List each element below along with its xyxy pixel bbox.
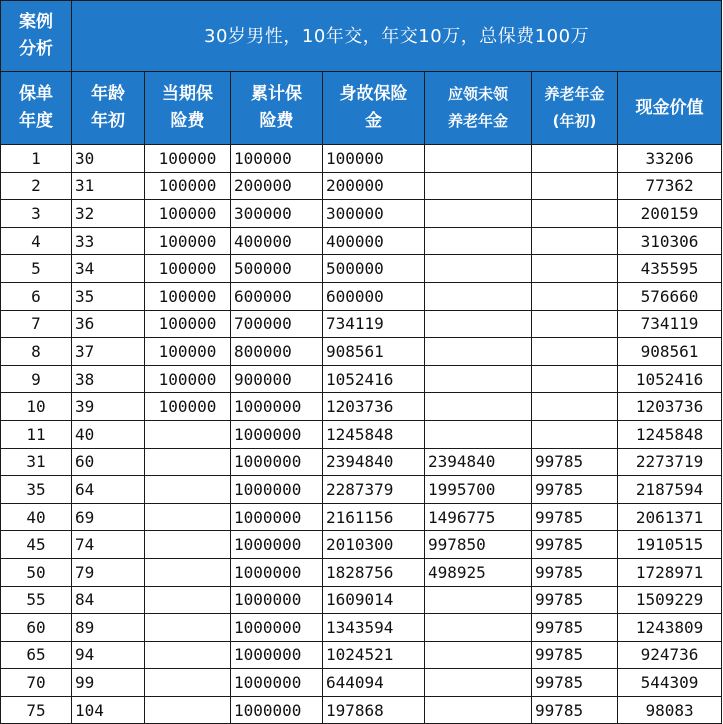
col-current-premium-cell: 100000 bbox=[145, 172, 231, 200]
table-row bbox=[1, 641, 722, 669]
col-death-benefit-cell: 2287379 bbox=[323, 476, 425, 504]
col-cash-value-cell: 576660 bbox=[618, 282, 722, 310]
col-unclaimed-annuity-cell bbox=[425, 227, 532, 255]
table-row bbox=[1, 172, 722, 200]
col-age-cell: 36 bbox=[72, 310, 145, 338]
col-unclaimed-annuity-cell: 1995700 bbox=[425, 476, 532, 504]
col-cash-value-cell: 908561 bbox=[618, 338, 722, 366]
col-age-cell: 38 bbox=[72, 365, 145, 393]
col-cash-value-cell: 734119 bbox=[618, 310, 722, 338]
col-total-premium-cell: 1000000 bbox=[231, 669, 323, 697]
table-row bbox=[1, 338, 722, 366]
col-unclaimed-annuity-header: 应领未领 养老年金 bbox=[425, 72, 532, 145]
table-row bbox=[1, 448, 722, 476]
col-unclaimed-annuity-cell bbox=[425, 586, 532, 614]
col-age-cell: 60 bbox=[72, 448, 145, 476]
col-policy-year-cell: 75 bbox=[1, 696, 72, 724]
table-row bbox=[1, 365, 722, 393]
col-total-premium-cell: 400000 bbox=[231, 227, 323, 255]
table-title: 30岁男性，10年交，年交10万，总保费100万 bbox=[72, 1, 722, 72]
col-annuity-cell: 99785 bbox=[532, 614, 618, 642]
col-total-premium-cell: 900000 bbox=[231, 365, 323, 393]
col-unclaimed-annuity-cell bbox=[425, 282, 532, 310]
col-current-premium-cell bbox=[145, 476, 231, 504]
col-policy-year-cell: 70 bbox=[1, 669, 72, 697]
col-policy-year-cell: 55 bbox=[1, 586, 72, 614]
col-policy-year-cell: 10 bbox=[1, 393, 72, 421]
table-row bbox=[1, 503, 722, 531]
table-row bbox=[1, 476, 722, 504]
col-unclaimed-annuity-cell bbox=[425, 696, 532, 724]
col-total-premium-cell: 800000 bbox=[231, 338, 323, 366]
col-policy-year-cell: 45 bbox=[1, 531, 72, 559]
col-annuity-cell: 99785 bbox=[532, 641, 618, 669]
col-annuity-cell bbox=[532, 227, 618, 255]
col-cash-value-cell: 77362 bbox=[618, 172, 722, 200]
col-policy-year-cell: 31 bbox=[1, 448, 72, 476]
col-total-premium-cell: 1000000 bbox=[231, 503, 323, 531]
col-unclaimed-annuity-cell bbox=[425, 145, 532, 173]
col-current-premium-cell: 100000 bbox=[145, 365, 231, 393]
col-cash-value-cell: 98083 bbox=[618, 696, 722, 724]
col-age-header: 年龄 年初 bbox=[72, 72, 145, 145]
col-cash-value-cell: 1203736 bbox=[618, 393, 722, 421]
col-annuity-cell bbox=[532, 172, 618, 200]
col-current-premium-cell: 100000 bbox=[145, 338, 231, 366]
col-cash-value-header: 现金价值 bbox=[618, 72, 722, 145]
col-total-premium-cell: 1000000 bbox=[231, 586, 323, 614]
corner-label: 案例 分析 bbox=[1, 1, 72, 72]
col-annuity-cell bbox=[532, 338, 618, 366]
col-unclaimed-annuity-cell: 2394840 bbox=[425, 448, 532, 476]
col-current-premium-cell: 100000 bbox=[145, 393, 231, 421]
col-unclaimed-annuity-cell bbox=[425, 338, 532, 366]
col-cash-value-cell: 1728971 bbox=[618, 558, 722, 586]
col-current-premium-cell bbox=[145, 614, 231, 642]
col-current-premium-cell bbox=[145, 420, 231, 448]
table-row bbox=[1, 558, 722, 586]
col-total-premium-cell: 1000000 bbox=[231, 448, 323, 476]
col-death-benefit-cell: 2010300 bbox=[323, 531, 425, 559]
col-unclaimed-annuity-cell bbox=[425, 255, 532, 283]
col-death-benefit-cell: 1052416 bbox=[323, 365, 425, 393]
col-cash-value-cell: 2061371 bbox=[618, 503, 722, 531]
table-row bbox=[1, 282, 722, 310]
col-death-benefit-cell: 1828756 bbox=[323, 558, 425, 586]
col-current-premium-cell bbox=[145, 641, 231, 669]
col-unclaimed-annuity-cell bbox=[425, 200, 532, 228]
col-current-premium-cell: 100000 bbox=[145, 310, 231, 338]
col-policy-year-cell: 6 bbox=[1, 282, 72, 310]
col-death-benefit-cell: 1203736 bbox=[323, 393, 425, 421]
col-total-premium-cell: 700000 bbox=[231, 310, 323, 338]
col-annuity-cell: 99785 bbox=[532, 531, 618, 559]
col-age-cell: 69 bbox=[72, 503, 145, 531]
col-cash-value-cell: 33206 bbox=[618, 145, 722, 173]
col-death-benefit-cell: 100000 bbox=[323, 145, 425, 173]
col-age-cell: 84 bbox=[72, 586, 145, 614]
table-row bbox=[1, 310, 722, 338]
col-death-benefit-header: 身故保险 金 bbox=[323, 72, 425, 145]
col-cash-value-cell: 2187594 bbox=[618, 476, 722, 504]
col-current-premium-cell: 100000 bbox=[145, 145, 231, 173]
table-row bbox=[1, 255, 722, 283]
table-row bbox=[1, 200, 722, 228]
col-cash-value-cell: 544309 bbox=[618, 669, 722, 697]
col-policy-year-cell: 4 bbox=[1, 227, 72, 255]
col-policy-year-cell: 1 bbox=[1, 145, 72, 173]
col-annuity-header: 养老年金 (年初) bbox=[532, 72, 618, 145]
col-total-premium-cell: 1000000 bbox=[231, 393, 323, 421]
col-policy-year-cell: 40 bbox=[1, 503, 72, 531]
col-current-premium-header: 当期保 险费 bbox=[145, 72, 231, 145]
col-age-cell: 64 bbox=[72, 476, 145, 504]
col-current-premium-cell bbox=[145, 558, 231, 586]
col-policy-year-cell: 65 bbox=[1, 641, 72, 669]
col-annuity-cell: 99785 bbox=[532, 448, 618, 476]
col-age-cell: 37 bbox=[72, 338, 145, 366]
col-annuity-cell bbox=[532, 310, 618, 338]
col-death-benefit-cell: 200000 bbox=[323, 172, 425, 200]
col-cash-value-cell: 1052416 bbox=[618, 365, 722, 393]
col-current-premium-cell: 100000 bbox=[145, 255, 231, 283]
table-row bbox=[1, 531, 722, 559]
col-total-premium-cell: 1000000 bbox=[231, 641, 323, 669]
table-row bbox=[1, 586, 722, 614]
col-cash-value-cell: 924736 bbox=[618, 641, 722, 669]
col-death-benefit-cell: 1609014 bbox=[323, 586, 425, 614]
col-death-benefit-cell: 908561 bbox=[323, 338, 425, 366]
col-unclaimed-annuity-cell: 1496775 bbox=[425, 503, 532, 531]
table-row bbox=[1, 614, 722, 642]
col-death-benefit-cell: 300000 bbox=[323, 200, 425, 228]
col-current-premium-cell bbox=[145, 503, 231, 531]
col-annuity-cell: 99785 bbox=[532, 476, 618, 504]
table-row bbox=[1, 696, 722, 724]
col-age-cell: 39 bbox=[72, 393, 145, 421]
col-unclaimed-annuity-cell bbox=[425, 420, 532, 448]
col-age-cell: 35 bbox=[72, 282, 145, 310]
col-age-cell: 94 bbox=[72, 641, 145, 669]
col-unclaimed-annuity-cell: 498925 bbox=[425, 558, 532, 586]
title-row bbox=[1, 1, 722, 72]
col-total-premium-cell: 1000000 bbox=[231, 476, 323, 504]
table-row bbox=[1, 145, 722, 173]
col-annuity-cell bbox=[532, 255, 618, 283]
col-death-benefit-cell: 734119 bbox=[323, 310, 425, 338]
col-total-premium-cell: 1000000 bbox=[231, 614, 323, 642]
col-annuity-cell: 99785 bbox=[532, 558, 618, 586]
table-row bbox=[1, 669, 722, 697]
col-total-premium-cell: 1000000 bbox=[231, 420, 323, 448]
col-current-premium-cell bbox=[145, 669, 231, 697]
col-unclaimed-annuity-cell: 997850 bbox=[425, 531, 532, 559]
col-current-premium-cell bbox=[145, 448, 231, 476]
col-age-cell: 89 bbox=[72, 614, 145, 642]
col-total-premium-header: 累计保 险费 bbox=[231, 72, 323, 145]
col-cash-value-cell: 310306 bbox=[618, 227, 722, 255]
col-current-premium-cell bbox=[145, 696, 231, 724]
col-cash-value-cell: 1245848 bbox=[618, 420, 722, 448]
col-total-premium-cell: 500000 bbox=[231, 255, 323, 283]
col-policy-year-cell: 2 bbox=[1, 172, 72, 200]
col-death-benefit-cell: 197868 bbox=[323, 696, 425, 724]
col-total-premium-cell: 1000000 bbox=[231, 696, 323, 724]
col-cash-value-cell: 1509229 bbox=[618, 586, 722, 614]
table-row bbox=[1, 227, 722, 255]
col-cash-value-cell: 1243809 bbox=[618, 614, 722, 642]
col-annuity-cell: 99785 bbox=[532, 669, 618, 697]
col-policy-year-header: 保单 年度 bbox=[1, 72, 72, 145]
col-age-cell: 104 bbox=[72, 696, 145, 724]
col-policy-year-cell: 50 bbox=[1, 558, 72, 586]
col-age-cell: 30 bbox=[72, 145, 145, 173]
col-age-cell: 74 bbox=[72, 531, 145, 559]
col-death-benefit-cell: 400000 bbox=[323, 227, 425, 255]
col-total-premium-cell: 600000 bbox=[231, 282, 323, 310]
col-death-benefit-cell: 1245848 bbox=[323, 420, 425, 448]
col-age-cell: 99 bbox=[72, 669, 145, 697]
col-age-cell: 33 bbox=[72, 227, 145, 255]
col-cash-value-cell: 435595 bbox=[618, 255, 722, 283]
col-age-cell: 31 bbox=[72, 172, 145, 200]
col-cash-value-cell: 1910515 bbox=[618, 531, 722, 559]
col-cash-value-cell: 200159 bbox=[618, 200, 722, 228]
col-unclaimed-annuity-cell bbox=[425, 172, 532, 200]
table-row bbox=[1, 420, 722, 448]
col-annuity-cell: 99785 bbox=[532, 503, 618, 531]
col-total-premium-cell: 100000 bbox=[231, 145, 323, 173]
col-total-premium-cell: 1000000 bbox=[231, 558, 323, 586]
col-unclaimed-annuity-cell bbox=[425, 310, 532, 338]
col-annuity-cell bbox=[532, 365, 618, 393]
col-death-benefit-cell: 644094 bbox=[323, 669, 425, 697]
table-body bbox=[1, 145, 722, 724]
col-annuity-cell: 99785 bbox=[532, 586, 618, 614]
col-death-benefit-cell: 2394840 bbox=[323, 448, 425, 476]
col-annuity-cell: 99785 bbox=[532, 696, 618, 724]
col-unclaimed-annuity-cell bbox=[425, 393, 532, 421]
col-policy-year-cell: 8 bbox=[1, 338, 72, 366]
col-policy-year-cell: 5 bbox=[1, 255, 72, 283]
col-policy-year-cell: 9 bbox=[1, 365, 72, 393]
col-death-benefit-cell: 1343594 bbox=[323, 614, 425, 642]
col-total-premium-cell: 1000000 bbox=[231, 531, 323, 559]
col-annuity-cell bbox=[532, 393, 618, 421]
col-current-premium-cell: 100000 bbox=[145, 200, 231, 228]
col-death-benefit-cell: 2161156 bbox=[323, 503, 425, 531]
col-annuity-cell bbox=[532, 200, 618, 228]
col-death-benefit-cell: 500000 bbox=[323, 255, 425, 283]
col-unclaimed-annuity-cell bbox=[425, 669, 532, 697]
col-annuity-cell bbox=[532, 282, 618, 310]
col-annuity-cell bbox=[532, 145, 618, 173]
col-current-premium-cell: 100000 bbox=[145, 282, 231, 310]
col-cash-value-cell: 2273719 bbox=[618, 448, 722, 476]
col-total-premium-cell: 200000 bbox=[231, 172, 323, 200]
column-header-row bbox=[1, 72, 722, 145]
col-death-benefit-cell: 1024521 bbox=[323, 641, 425, 669]
col-age-cell: 40 bbox=[72, 420, 145, 448]
col-unclaimed-annuity-cell bbox=[425, 614, 532, 642]
col-policy-year-cell: 11 bbox=[1, 420, 72, 448]
col-total-premium-cell: 300000 bbox=[231, 200, 323, 228]
col-age-cell: 32 bbox=[72, 200, 145, 228]
col-policy-year-cell: 35 bbox=[1, 476, 72, 504]
table-row bbox=[1, 393, 722, 421]
col-policy-year-cell: 60 bbox=[1, 614, 72, 642]
col-age-cell: 79 bbox=[72, 558, 145, 586]
col-unclaimed-annuity-cell bbox=[425, 641, 532, 669]
col-death-benefit-cell: 600000 bbox=[323, 282, 425, 310]
col-current-premium-cell bbox=[145, 586, 231, 614]
col-unclaimed-annuity-cell bbox=[425, 365, 532, 393]
col-age-cell: 34 bbox=[72, 255, 145, 283]
col-policy-year-cell: 3 bbox=[1, 200, 72, 228]
col-current-premium-cell bbox=[145, 531, 231, 559]
col-policy-year-cell: 7 bbox=[1, 310, 72, 338]
col-annuity-cell bbox=[532, 420, 618, 448]
col-current-premium-cell: 100000 bbox=[145, 227, 231, 255]
